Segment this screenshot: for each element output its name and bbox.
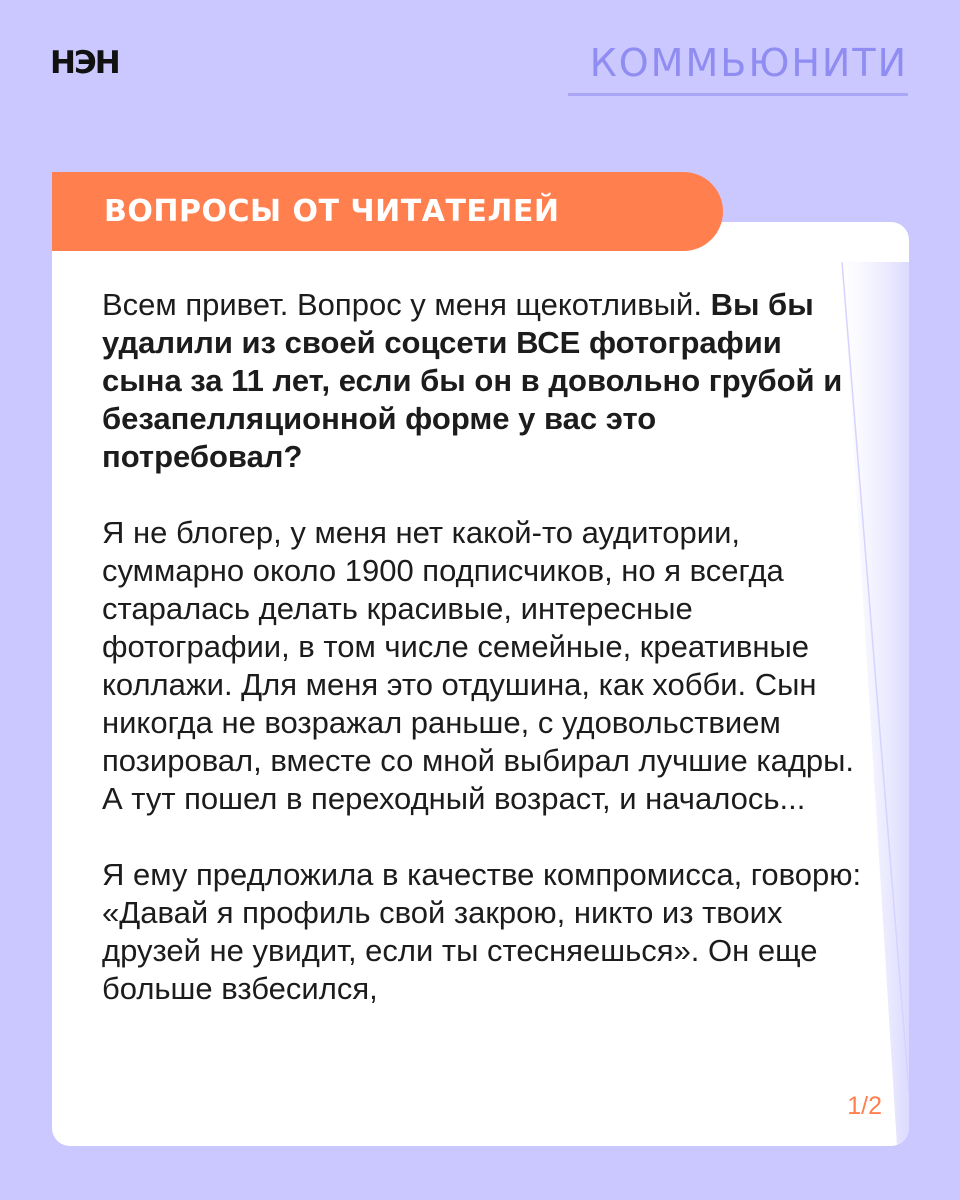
- paragraph-1-intro: Всем привет. Вопрос у меня щекотливый.: [102, 287, 711, 322]
- paragraph-1: [102, 286, 862, 476]
- paragraph-2: Я не блогер, у меня нет какой-то аудитории, суммарно около 1900 подписчиков, но я всегда старалась делать красивые, интересные фотографии, в том числе семейные, креативные коллажи. Для меня это отдушина, как хобби. Сын никогда не возражал раньше, с удовольствием позировал, вместе со мной выбирал лучшие кадры. А тут пошел в переходный возраст, и началось...: [102, 515, 855, 816]
- letter-text: [102, 286, 862, 1046]
- nen-logo: НЭН: [50, 45, 119, 81]
- page-indicator: 1/2: [847, 1092, 882, 1120]
- paragraph-3: Я ему предложила в качестве компромисса, говорю: «Давай я профиль свой закрою, никто из твоих друзей не увидит, если ты стесняешься». Он еще больше взбесился,: [102, 857, 862, 1006]
- category-label: КОММЬЮНИТИ: [589, 41, 908, 85]
- category-underline: [568, 93, 908, 96]
- section-header: [52, 172, 723, 251]
- paragraph-1-question: Вы бы удалили из своей соцсети ВСЕ фотографии сына за 11 лет, если бы он в довольно грубой и безапелляционной форме у вас это потребовал?: [102, 287, 843, 474]
- section-title: ВОПРОСЫ ОТ ЧИТАТЕЛЕЙ: [104, 194, 560, 229]
